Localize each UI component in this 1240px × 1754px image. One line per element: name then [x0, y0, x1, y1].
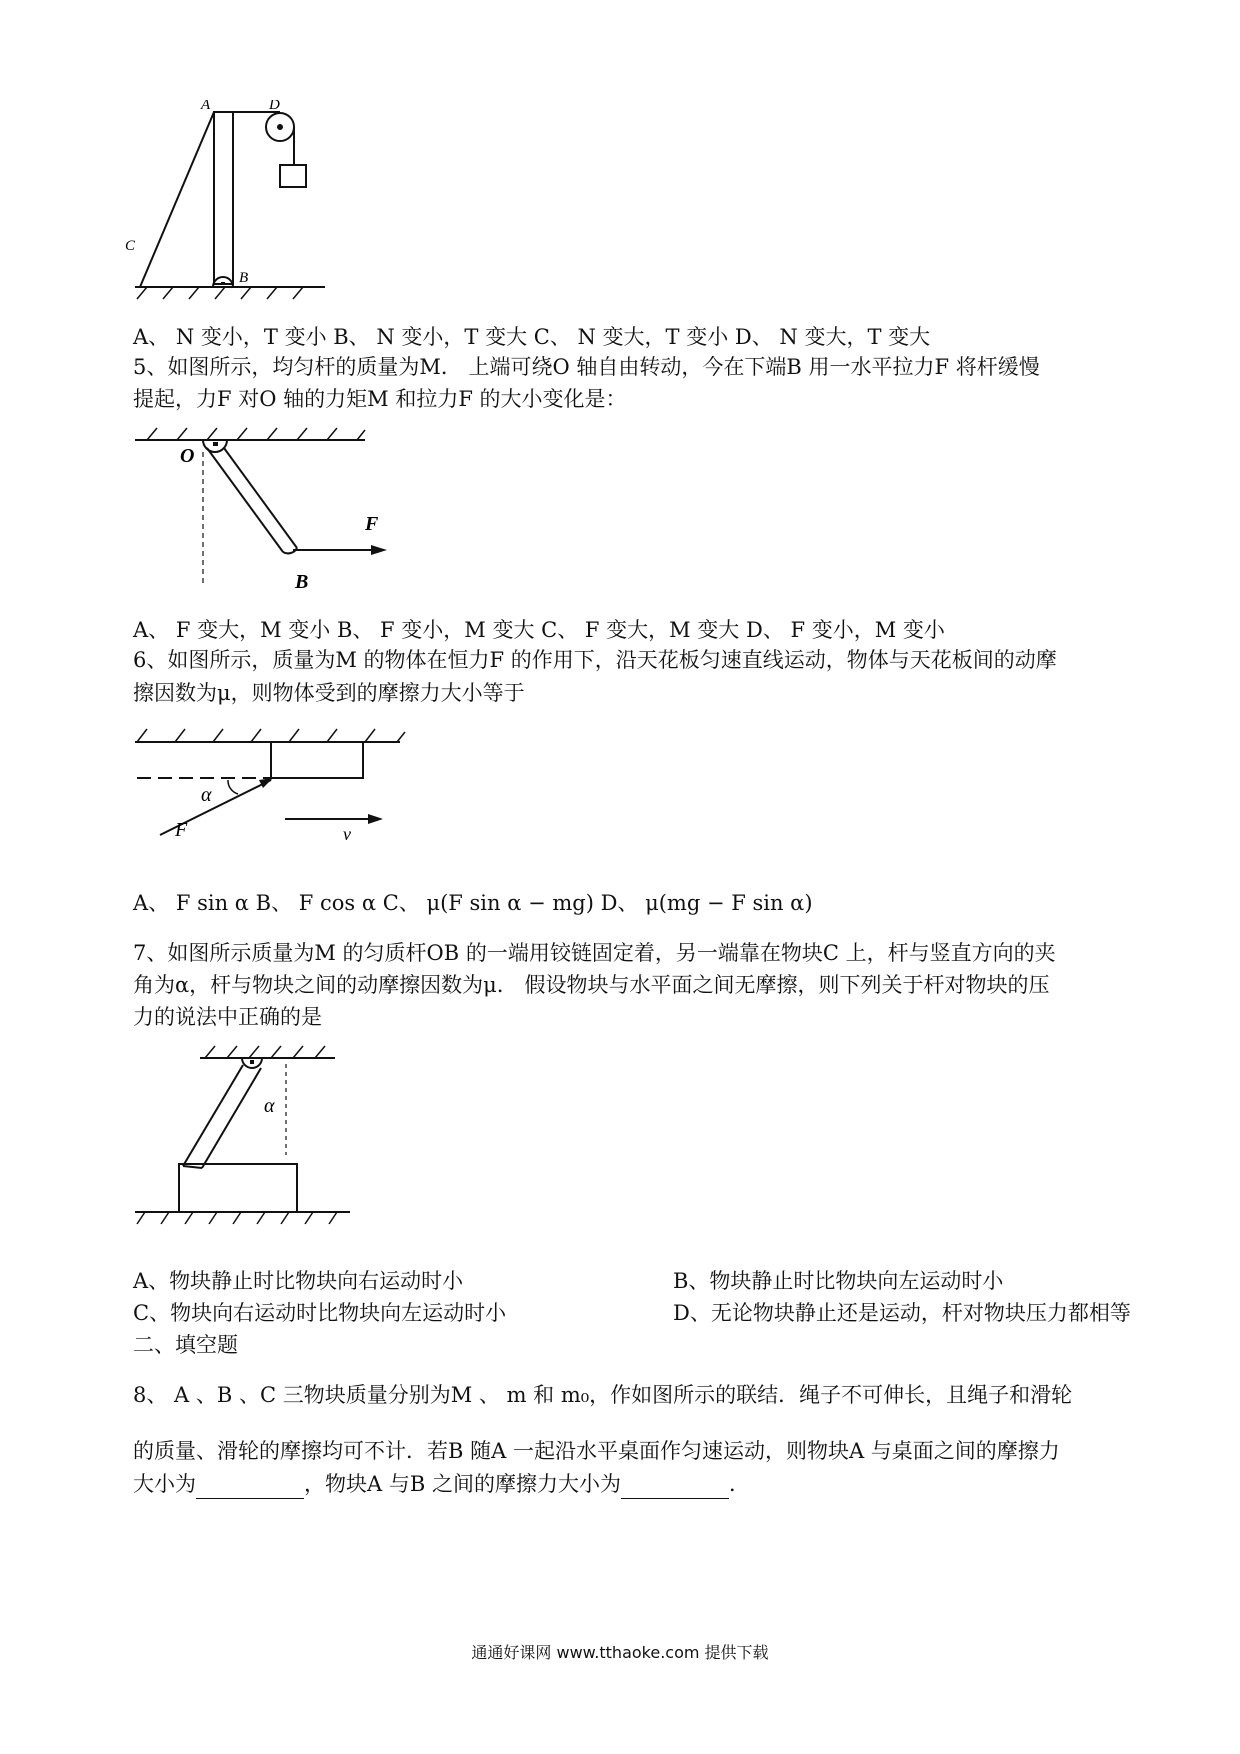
label-c: C [125, 238, 136, 254]
q4-figure [125, 100, 375, 300]
label-v: v [343, 824, 351, 844]
q6-figure [125, 720, 415, 855]
q7-option-c: C、物块向右运动时比物块向左运动时小 [133, 1301, 507, 1325]
q4-options: A、 N 变小，T 变小 B、 N 变小，T 变大 C、 N 变大，T 变小 D、 N 变大，T 变大 [133, 325, 931, 349]
label-alpha: α [264, 1095, 275, 1117]
q6-stem-line1: 6、如图所示，质量为M 的物体在恒力F 的作用下，沿天花板匀速直线运动，物体与天花板间的动摩 [133, 648, 1057, 672]
q8-answer-blank-1[interactable] [196, 1476, 304, 1499]
q6-options: A、 F sin α B、 F cos α C、 μ(F sin α − mg) D、 μ(mg − F sin α) [133, 891, 813, 915]
q5-stem-line1: 5、如图所示，均匀杆的质量为M． 上端可绕O 轴自由转动，今在下端B 用一水平拉力F 将杆缓慢 [133, 355, 1040, 379]
label-f: F [175, 819, 188, 841]
q6-stem-line2: 擦因数为μ，则物体受到的摩擦力大小等于 [133, 681, 525, 705]
q5-stem-line2: 提起，力F 对O 轴的力矩M 和拉力F 的大小变化是： [133, 387, 627, 411]
q7-stem-line1: 7、如图所示质量为M 的匀质杆OB 的一端用铰链固定着，另一端靠在物块C 上，杆与竖直方向的夹 [133, 941, 1056, 965]
q8-answer-blank-2[interactable] [621, 1476, 729, 1499]
label-b: B [295, 571, 309, 593]
section2-title: 二、填空题 [133, 1333, 238, 1357]
q8-stem-line2: 的质量、滑轮的摩擦均可不计．若B 随A 一起沿水平桌面作匀速运动，则物块A 与桌面之间的摩擦力 [133, 1439, 1060, 1463]
label-alpha: α [201, 784, 212, 806]
q8-stem-line3 [133, 1469, 750, 1499]
label-a: A [201, 100, 211, 113]
label-o: O [180, 445, 195, 467]
q7-option-b: B、物块静止时比物块向左运动时小 [673, 1269, 1004, 1293]
q5-options: A、 F 变大，M 变小 B、 F 变小，M 变大 C、 F 变大，M 变大 D、 F 变小，M 变小 [133, 618, 945, 642]
q7-stem-line2: 角为α，杆与物块之间的动摩擦因数为μ． 假设物块与水平面之间无摩擦，则下列关于杆对物块的压 [133, 973, 1050, 997]
label-d: D [269, 100, 280, 113]
q7-stem-line3: 力的说法中正确的是 [133, 1005, 322, 1029]
q8-text-a: 大小为 [133, 1472, 196, 1496]
q7-option-a: A、物块静止时比物块向右运动时小 [133, 1269, 464, 1293]
q8-text-b: ，物块A 与B 之间的摩擦力大小为 [304, 1472, 621, 1496]
q5-figure [125, 420, 405, 605]
q7-option-d: D、无论物块静止还是运动，杆对物块压力都相等 [673, 1301, 1131, 1325]
q8-text-c: ． [728, 1472, 750, 1496]
q8-stem-line1: 8、 A 、B 、C 三物块质量分别为M 、 m 和 m₀，作如图所示的联结．绳子不可伸长，且绳子和滑轮 [133, 1383, 1073, 1407]
q7-options-row1 [133, 1266, 1004, 1296]
q7-options-row2 [133, 1298, 1131, 1328]
label-b: B [239, 270, 249, 286]
q7-figure [125, 1040, 365, 1225]
label-f: F [365, 513, 379, 535]
page-footer: 通通好课网 www.tthaoke.com 提供下载 [471, 1643, 769, 1662]
